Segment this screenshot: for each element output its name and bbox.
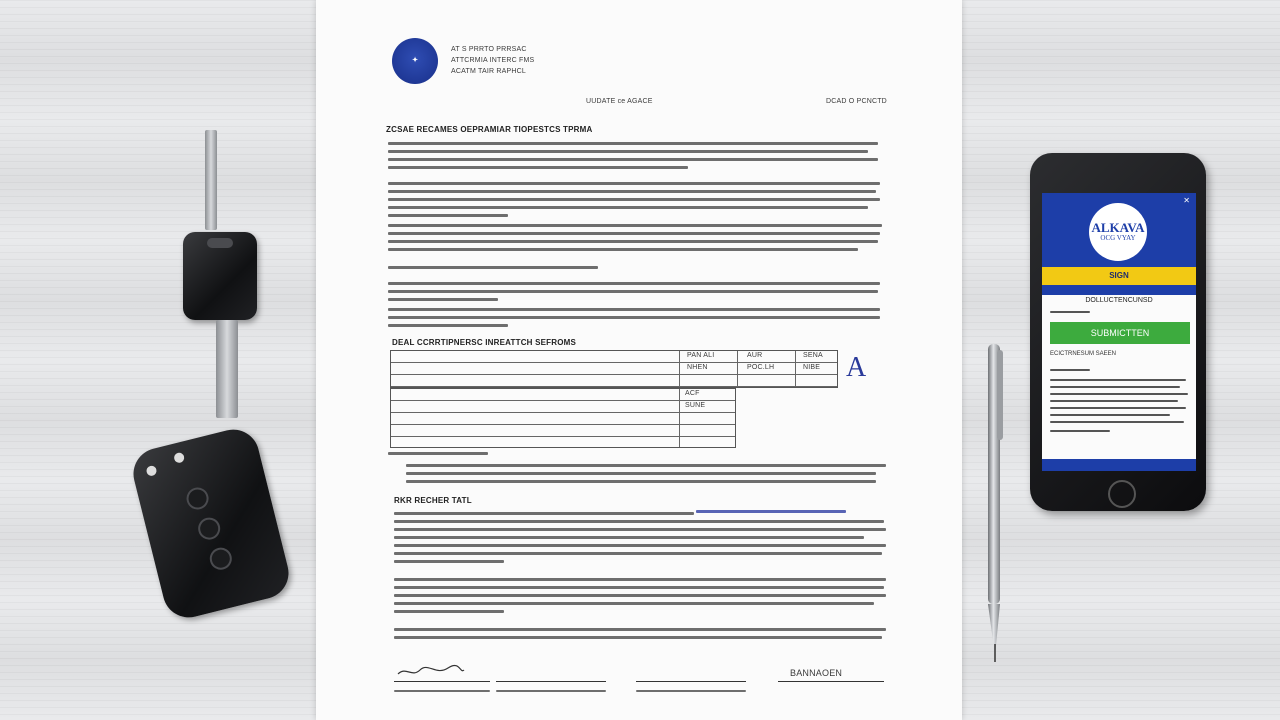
text-line — [394, 602, 874, 605]
app-logo-text: ALKAVA — [1091, 220, 1145, 235]
document-sheet — [316, 0, 962, 720]
text-line — [394, 544, 886, 547]
table-row — [391, 401, 735, 413]
text-line — [388, 150, 868, 153]
table-row — [391, 351, 837, 363]
text-line — [1050, 369, 1090, 371]
text-line — [1050, 386, 1180, 388]
text-line — [394, 690, 490, 692]
app-logo — [1089, 203, 1147, 261]
table-cell: ACF — [685, 390, 700, 397]
text-line — [394, 636, 882, 639]
text-line — [394, 552, 882, 555]
close-icon[interactable]: ✕ — [1183, 196, 1190, 205]
text-line — [394, 560, 504, 563]
signature-scribble — [396, 664, 466, 678]
signature-name: BANNAOEN — [790, 668, 843, 678]
phone-home-button[interactable] — [1108, 480, 1136, 508]
text-line — [394, 610, 504, 613]
text-line — [394, 578, 886, 581]
table-cell: PAN ALI — [687, 352, 715, 359]
pen-icon — [984, 344, 1006, 664]
header-line-1: AT S PRRTO PRRSAC — [451, 46, 527, 53]
table-row — [391, 425, 735, 437]
text-line — [1050, 407, 1186, 409]
table-top — [390, 350, 838, 388]
text-line — [394, 594, 886, 597]
text-line — [1050, 311, 1090, 313]
text-line — [388, 266, 598, 269]
table-bottom — [390, 388, 736, 448]
signature-line — [778, 681, 884, 682]
text-line — [388, 248, 858, 251]
text-line — [394, 536, 864, 539]
text-line — [406, 464, 886, 467]
text-line — [1050, 414, 1170, 416]
text-line — [406, 472, 876, 475]
signature-line — [394, 681, 490, 682]
app-logo-subtext: OCG VYAY — [1100, 234, 1136, 242]
text-line — [388, 224, 882, 227]
text-line — [388, 206, 868, 209]
text-line — [388, 190, 876, 193]
header-line-2: ATTCRMIA INTERC FMS — [451, 57, 535, 64]
car-key-head-icon — [183, 232, 257, 320]
text-line — [388, 198, 880, 201]
text-line — [1050, 393, 1188, 395]
app-yellow-bar: SIGN — [1042, 267, 1196, 285]
text-line — [394, 586, 884, 589]
key-fob-icon — [128, 424, 294, 623]
document-title: ZCSAE RECAMES OEPRAMIAR TIOPESTCS TPRMA — [386, 125, 593, 134]
table-cell: NHEN — [687, 364, 708, 371]
text-line — [1050, 400, 1178, 402]
table-row — [391, 413, 735, 425]
reference-left: UUDATE ce AGACE — [586, 98, 653, 105]
app-footer-bar — [1042, 459, 1196, 471]
text-link-line — [696, 510, 846, 513]
text-line — [394, 512, 694, 515]
text-line — [388, 452, 488, 455]
signature-line — [496, 681, 606, 682]
text-line — [388, 182, 880, 185]
text-line — [388, 158, 878, 161]
table-cell: AUR — [747, 352, 763, 359]
text-line — [636, 690, 746, 692]
reference-right: DCAD O PCNCTD — [826, 98, 887, 105]
table-row — [391, 389, 735, 401]
text-line — [394, 520, 884, 523]
text-line — [388, 298, 498, 301]
key-blade-icon — [205, 130, 217, 230]
text-line — [496, 690, 606, 692]
text-line — [388, 282, 880, 285]
text-line — [388, 308, 880, 311]
text-line — [394, 628, 886, 631]
text-line — [1050, 379, 1186, 381]
phone-screen — [1042, 193, 1196, 471]
app-hint-text: ECICTRNESUM SAEEN — [1050, 351, 1117, 357]
submit-button[interactable]: SUBMICTTEN — [1050, 322, 1190, 344]
table-cell: SENA — [803, 352, 823, 359]
table-cell: SUNE — [685, 402, 706, 409]
app-subtitle: DOLLUCTENCUNSD — [1085, 297, 1153, 304]
signature-line — [636, 681, 746, 682]
header-line-3: ACATM TAIR RAPHCL — [451, 68, 526, 75]
text-line — [388, 214, 508, 217]
text-line — [388, 240, 878, 243]
table-cell: NIBE — [803, 364, 821, 371]
section-heading: RKR RECHER TATL — [394, 496, 472, 505]
text-line — [406, 480, 876, 483]
table-title: DEAL CCRRTIPNERSC INREATTCH SEFROMS — [392, 338, 577, 347]
text-line — [388, 324, 508, 327]
text-line — [1050, 421, 1184, 423]
app-divider-bar — [1042, 285, 1196, 295]
text-line — [394, 528, 886, 531]
document-seal-logo: ✦ — [392, 38, 438, 84]
emblem-letter: A — [846, 352, 867, 383]
key-blade-icon — [216, 320, 238, 418]
text-line — [388, 316, 880, 319]
text-line — [1050, 430, 1110, 432]
text-line — [388, 232, 880, 235]
text-line — [388, 142, 878, 145]
text-line — [388, 166, 688, 169]
table-cell: POC.LH — [747, 364, 775, 371]
table-row — [391, 375, 837, 387]
text-line — [388, 290, 878, 293]
app-header — [1042, 193, 1196, 267]
